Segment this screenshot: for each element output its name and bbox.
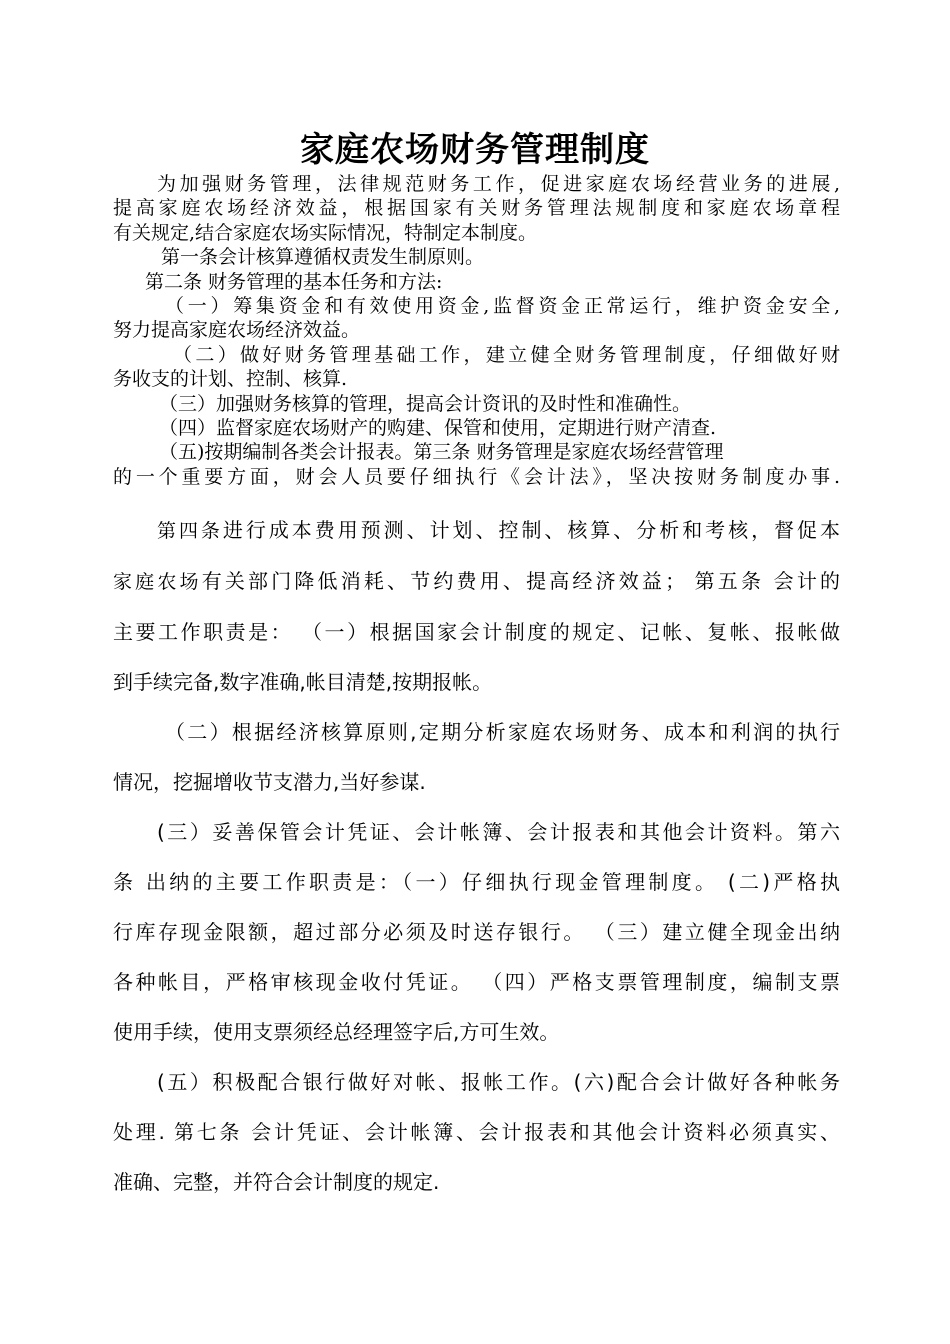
paragraph-line: 提高家庭农场经济效益，根据国家有关财务管理法规制度和家庭农场章程 [113,197,840,220]
paragraph-line: 条 出纳的主要工作职责是：（一）仔细执行现金管理制度。 (二)严格执 [113,870,840,894]
paragraph-line: (三）妥善保管会计凭证、会计帐簿、会计报表和其他会计资料。第六 [157,820,840,844]
article-4-line [113,505,840,556]
paragraph-line: （四）监督家庭农场财产的购建、保管和使用，定期进行财产清查. [159,417,717,440]
paragraph-line: （二）做好财务管理基础工作，建立健全财务管理制度，仔细做好财 [173,343,840,366]
paragraph-line [113,556,840,607]
paragraph-line: 的一个重要方面，财会人员要仔细执行《会计法》，坚决按财务制度办事. [113,465,840,488]
line-text: 有关部门降低消耗、节约费用、提高经济效益； 第五条 会计的 [201,569,840,593]
paragraph-line: 主要工作职责是： （一）根据国家会计制度的规定、记帐、复帐、报帐做 [113,620,840,644]
paragraph-line: （三）加强财务核算的管理，提高会计资讯的及时性和准确性。 [159,392,692,415]
paragraph-line: （五)按期编制各类会计报表。第三条 财务管理是家庭农场经营管理 [159,441,724,464]
farm-name-text: 家庭农场 [113,571,202,593]
paragraph-line: 处理. 第七条 会计凭证、会计帐簿、会计报表和其他会计资料必须真实、 [113,1120,840,1144]
paragraph-line: 各种帐目，严格审核现金收付凭证。 （四）严格支票管理制度，编制支票 [113,970,840,994]
paragraph-line: 到手续完备,数字准确,帐目清楚,按期报帐。 [113,670,493,694]
paragraph-line: （一）筹集资金和有效使用资金,监督资金正常运行，维护资金安全, [165,295,840,318]
article-number: 第四条 [157,520,223,542]
paragraph-line: 有关规定,结合家庭农场实际情况，特制定本制度。 [113,221,538,244]
paragraph-line: （二）根据经济核算原则,定期分析家庭农场财务、成本和利润的执行 [165,720,840,744]
paragraph-line: 务收支的计划、控制、核算. [113,368,348,391]
document-title: 家庭农场财务管理制度 [300,130,650,170]
paragraph-line: 为加强财务管理，法律规范财务工作，促进家庭农场经营业务的进展, [157,173,840,195]
line-text: 进行成本费用预测、计划、控制、核算、分析和考核，督促本 [222,518,840,542]
body-section [113,505,840,1207]
paragraph-line: 使用手续，使用支票须经总经理签字后,方可生效。 [113,1020,560,1044]
article-1-line: 第一条会计核算遵循权责发生制原则。 [161,246,485,269]
paragraph-line: 情况，挖掘增收节支潜力,当好参谋. [113,770,426,794]
paragraph-line: 行库存现金限额，超过部分必须及时送存银行。 （三）建立健全现金出纳 [113,920,840,944]
paragraph-line: 准确、完整，并符合会计制度的规定. [113,1170,440,1194]
preamble-section [113,172,840,489]
article-2-heading: 第二条 财务管理的基本任务和方法: [145,270,443,293]
paragraph-line: (五）积极配合银行做好对帐、报帐工作。(六)配合会计做好各种帐务 [157,1070,840,1094]
paragraph-line: 努力提高家庭农场经济效益。 [113,319,361,342]
